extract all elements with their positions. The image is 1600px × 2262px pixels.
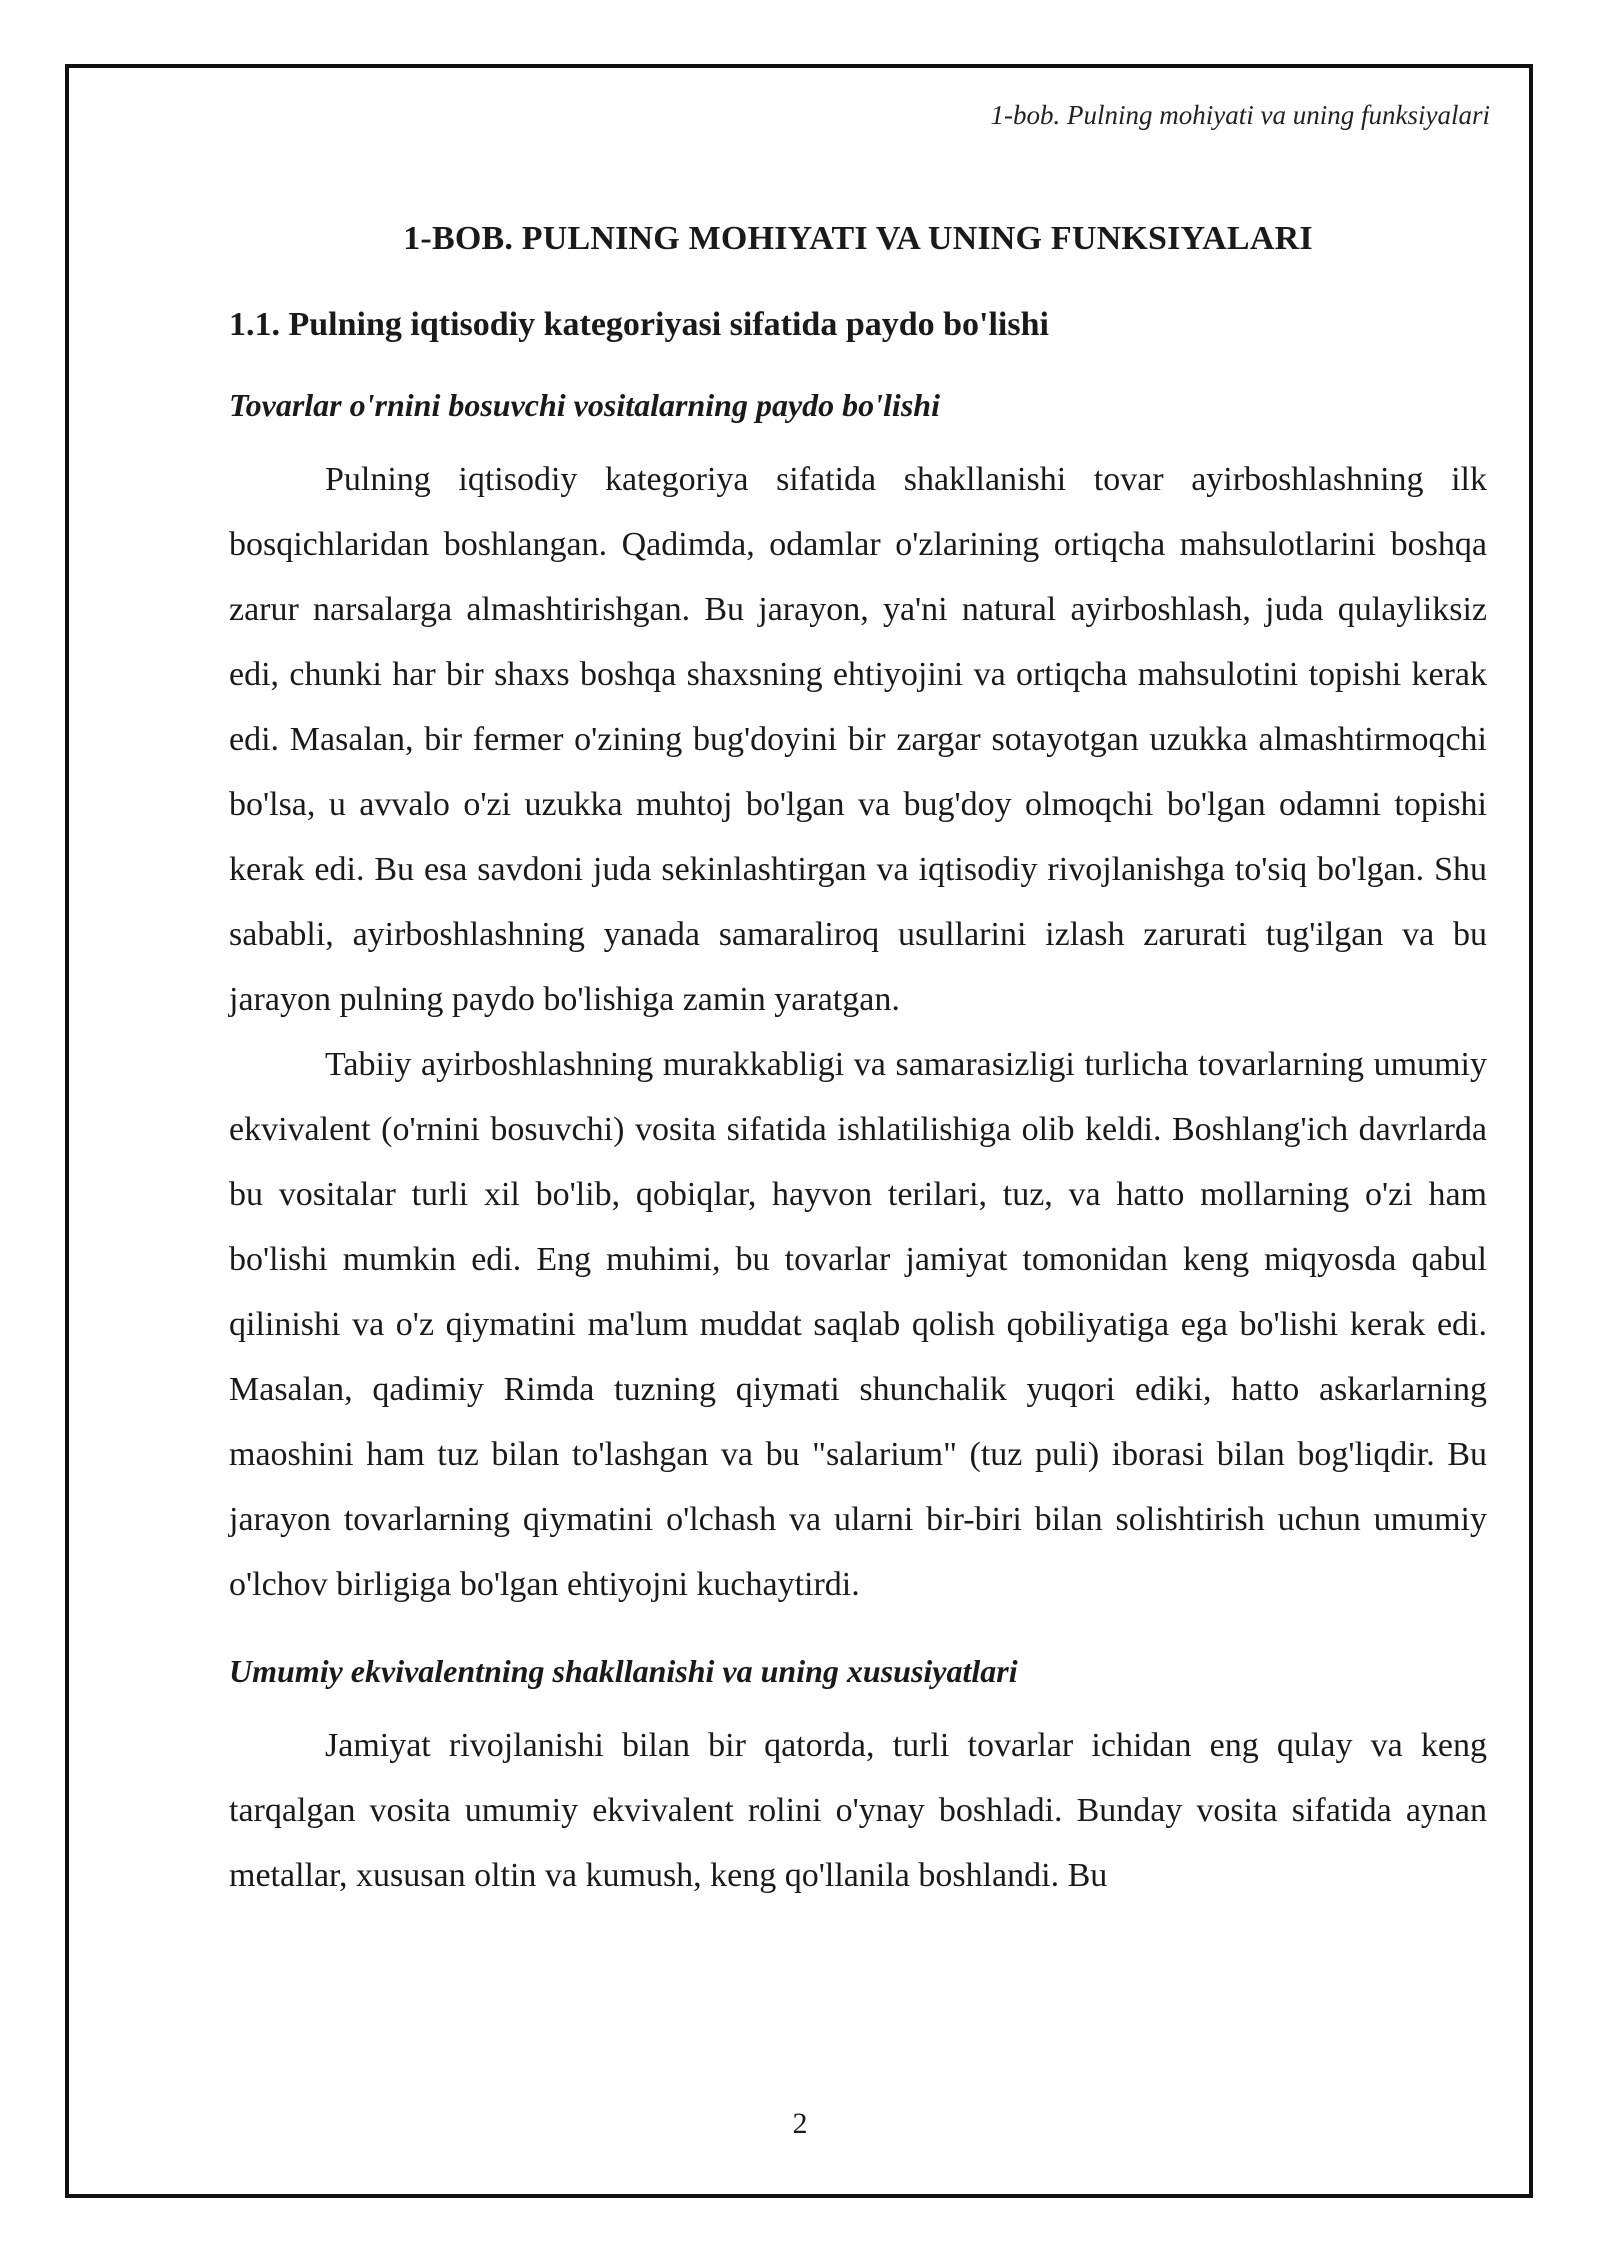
section-title: 1.1. Pulning iqtisodiy kategoriyasi sifatida paydo bo'lishi: [229, 306, 1049, 343]
chapter-title: 1-BOB. PULNING MOHIYATI VA UNING FUNKSIYALARI: [403, 220, 1313, 257]
subsection-title: Tovarlar o'rnini bosuvchi vositalarning paydo bo'lishi: [229, 387, 940, 423]
paragraph: Pulning iqtisodiy kategoriya sifatida shakllanishi tovar ayirboshlashning ilk bosqichlaridan boshlangan. Qadimda, odamlar o'zlarining ortiqcha mahsulotlarini boshqa zarur narsalarga almashtirishgan. Bu jarayon, ya'ni natural ayirboshlash, juda qulayliksiz edi, chunki har bir shaxs boshqa shaxsning ehtiyojini va ortiqcha mahsulotini topishi kerak edi. Masalan, bir fermer o'zining bug'doyini bir zargar sotayotgan uzukka almashtirmoqchi bo'lsa, u avvalo o'zi uzukka muhtoj bo'lgan va bug'doy olmoqchi bo'lgan odamni topishi kerak edi. Bu esa savdoni juda sekinlashtirgan va iqtisodiy rivojlanishga to'siq bo'lgan. Shu sababli, ayirboshlashning yanada samaraliroq usullarini izlash zarurati tug'ilgan va bu jarayon pulning paydo bo'lishiga zamin yaratgan.: [229, 461, 1487, 1018]
running-header: 1-bob. Pulning mohiyati va uning funksiyalari: [990, 100, 1490, 130]
paragraph: Tabiiy ayirboshlashning murakkabligi va samarasizligi turlicha tovarlarning umumiy ekvivalent (o'rnini bosuvchi) vosita sifatida ishlatilishiga olib keldi. Boshlang'ich davrlarda bu vositalar turli xil bo'lib, qobiqlar, hayvon terilari, tuz, va hatto mollarning o'zi ham bo'lishi mumkin edi. Eng muhimi, bu tovarlar jamiyat tomonidan keng miqyosda qabul qilinishi va o'z qiymatini ma'lum muddat saqlab qolish qobiliyatiga ega bo'lishi kerak edi. Masalan, qadimiy Rimda tuzning qiymati shunchalik yuqori ediki, hatto askarlarning maoshini ham tuz bilan to'lashgan va bu "salarium" (tuz puli) iborasi bilan bog'liqdir. Bu jarayon tovarlarning qiymatini o'lchash va ularni bir-biri bilan solishtirish uchun umumiy o'lchov birligiga bo'lgan ehtiyojni kuchaytirdi.: [229, 1046, 1487, 1603]
paragraph: Jamiyat rivojlanishi bilan bir qatorda, turli tovarlar ichidan eng qulay va keng tarqalgan vosita umumiy ekvivalent rolini o'ynay boshladi. Bunday vosita sifatida aynan metallar, xususan oltin va kumush, keng qo'llanila boshlandi. Bu: [229, 1727, 1487, 1894]
subsection-title: Umumiy ekvivalentning shakllanishi va uning xususiyatlari: [229, 1653, 1018, 1689]
document-body: [229, 205, 1487, 1908]
page-number: 2: [792, 2107, 808, 2140]
